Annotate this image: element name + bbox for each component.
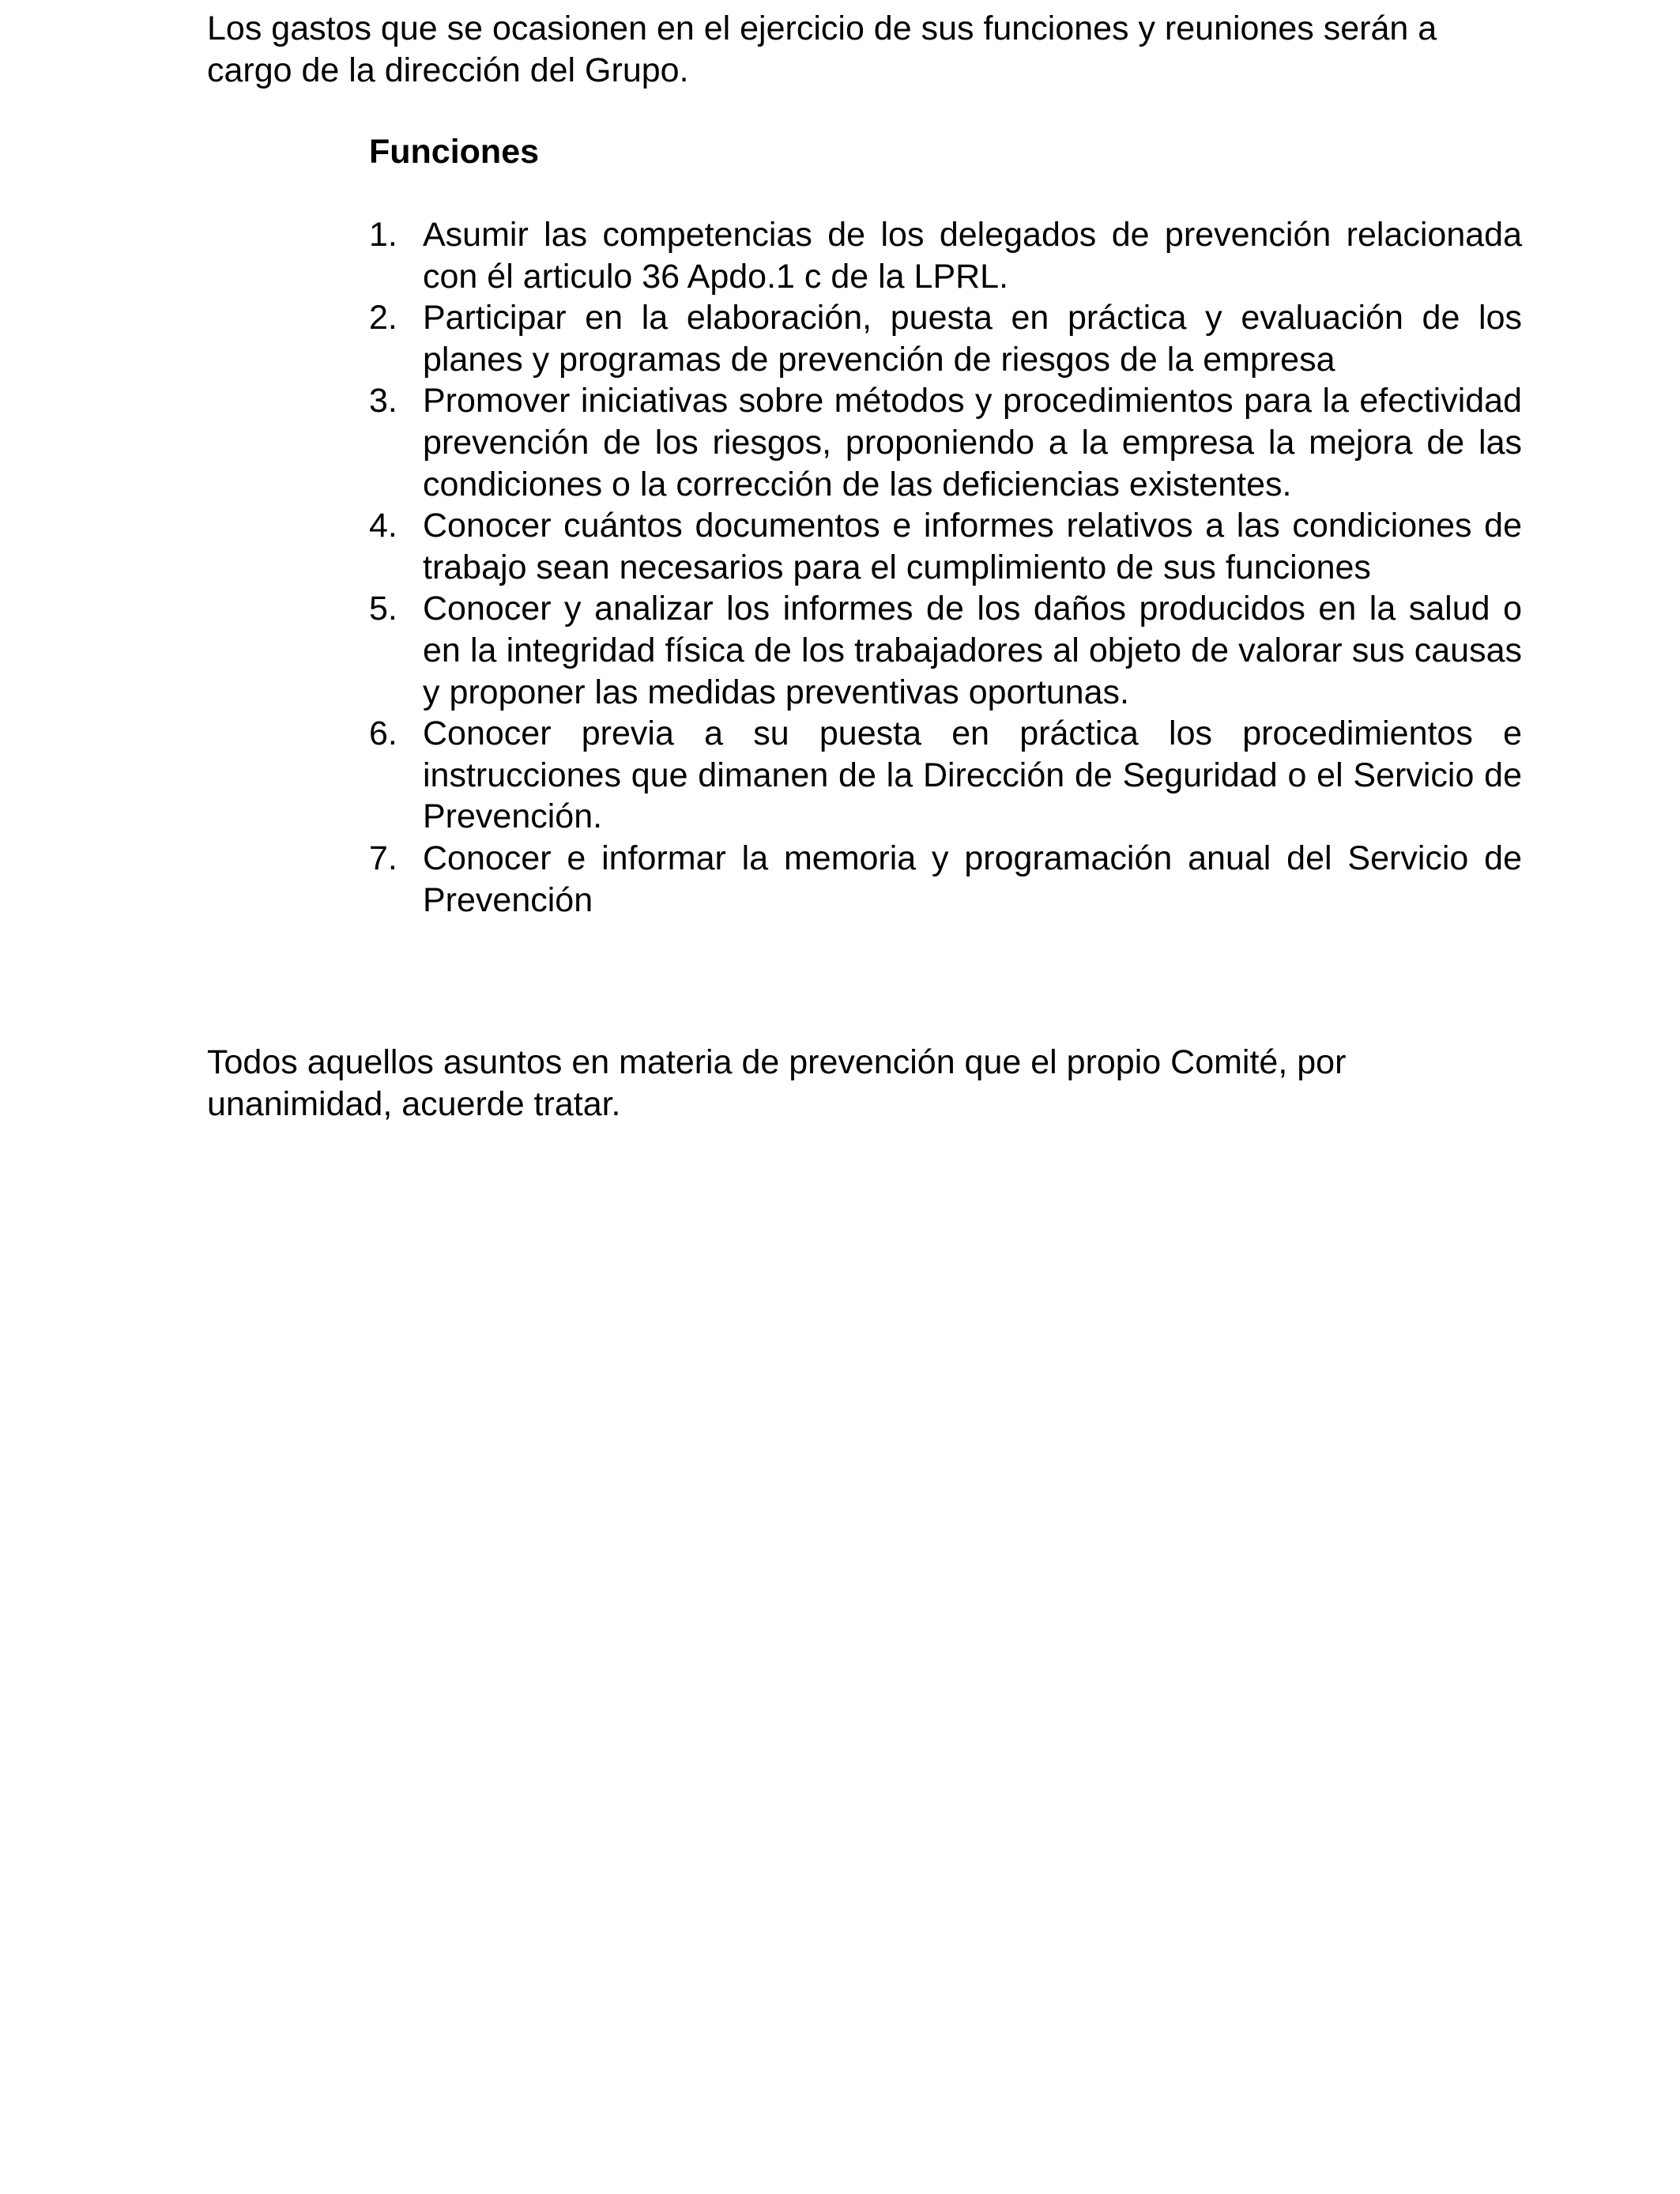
- list-item-text: Participar en la elaboración, puesta en práctica y evaluación de los planes y programas de prevención de riesgos de la empresa: [423, 299, 1522, 379]
- list-item: [369, 380, 1522, 505]
- list-item-number: 4.: [369, 507, 397, 545]
- list-item: [369, 505, 1522, 588]
- intro-paragraph: Los gastos que se ocasionen en el ejercicio de sus funciones y reuniones serán a cargo de la dirección del Grupo.: [207, 9, 1437, 89]
- list-item-number: 1.: [369, 216, 397, 254]
- list-item: [369, 588, 1522, 713]
- list-item-text: Asumir las competencias de los delegados de prevención relacionada con él articulo 36 Apdo.1 c de la LPRL.: [423, 216, 1522, 296]
- list-item-number: 3.: [369, 382, 397, 420]
- list-item-text: Conocer y analizar los informes de los daños producidos en la salud o en la integridad física de los trabajadores al objeto de valorar sus causas y proponer las medidas preventivas oportunas.: [423, 590, 1522, 711]
- list-item: [369, 838, 1522, 921]
- list-item-text: Conocer cuántos documentos e informes relativos a las condiciones de trabajo sean necesarios para el cumplimiento de sus funciones: [423, 507, 1522, 586]
- list-item: [369, 214, 1522, 297]
- list-item-number: 7.: [369, 839, 397, 877]
- list-item-number: 6.: [369, 714, 397, 753]
- list-item-text: Conocer e informar la memoria y programación anual del Servicio de Prevención: [423, 839, 1522, 919]
- list-item: [369, 297, 1522, 380]
- list-item: [369, 713, 1522, 838]
- list-item-text: Promover iniciativas sobre métodos y procedimientos para la efectividad prevención de los riesgos, proponiendo a la empresa la mejora de las condiciones o la corrección de las deficiencias existentes.: [423, 382, 1522, 503]
- list-item-number: 5.: [369, 590, 397, 628]
- list-item-text: Conocer previa a su puesta en práctica los procedimientos e instrucciones que dimanen de la Dirección de Seguridad o el Servicio de Prevención.: [423, 714, 1522, 836]
- list-item-number: 2.: [369, 299, 397, 337]
- functions-list: [369, 214, 1522, 921]
- section-heading: Funciones: [369, 133, 540, 171]
- closing-paragraph: Todos aquellos asuntos en materia de prevención que el propio Comité, por unanimidad, acuerde tratar.: [207, 1043, 1347, 1123]
